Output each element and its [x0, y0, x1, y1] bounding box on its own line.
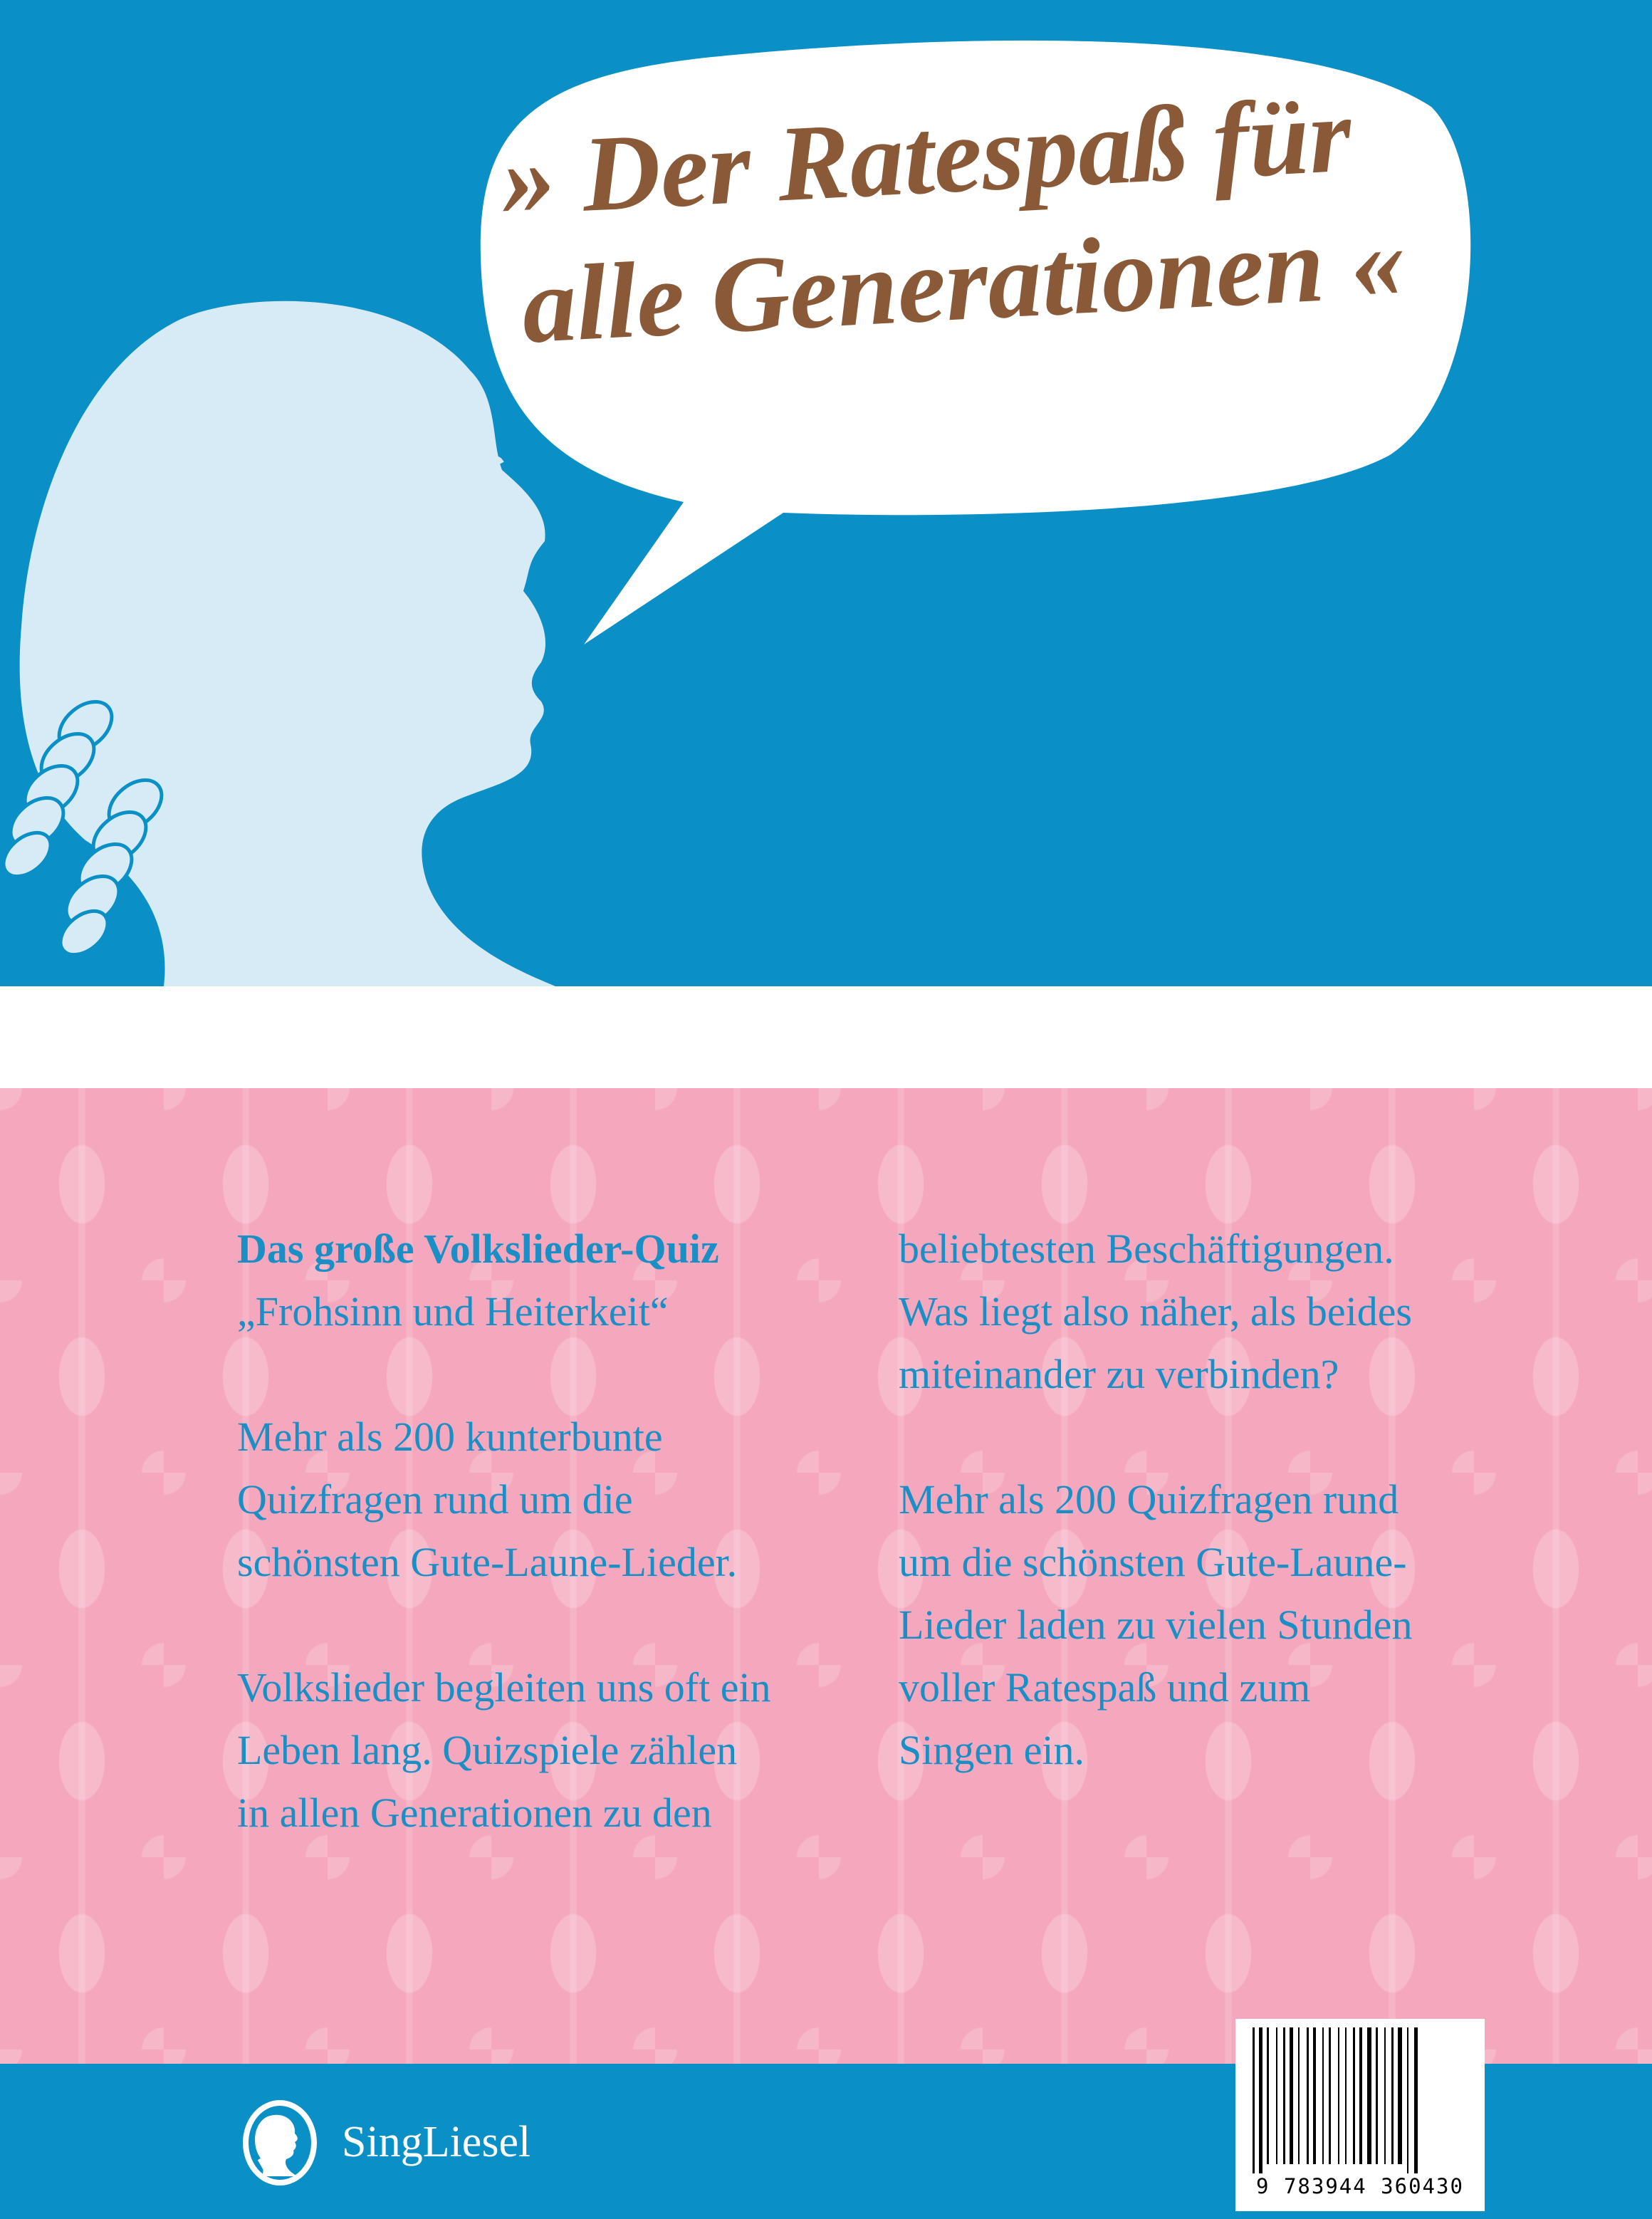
barcode-bar	[1322, 2027, 1324, 2164]
barcode-bar	[1398, 2027, 1402, 2164]
barcode-bar	[1345, 2027, 1347, 2164]
paragraph-line: Volkslieder begleiten uns oft ein	[237, 1664, 771, 1711]
quote-line-1: » Der Ratespaß für	[498, 74, 1354, 239]
barcode-bar	[1376, 2027, 1378, 2164]
text-column-left	[237, 1218, 878, 1844]
barcode-bars	[1250, 2027, 1470, 2173]
text-column-right	[899, 1218, 1539, 1782]
barcode-bar	[1353, 2027, 1355, 2164]
barcode-bar	[1384, 2027, 1386, 2164]
barcode-bar	[1307, 2027, 1309, 2164]
barcode-bar	[1283, 2027, 1285, 2164]
book-subtitle: „Frohsinn und Heiterkeit“	[237, 1288, 669, 1335]
barcode-bar	[1259, 2027, 1262, 2173]
barcode	[1235, 2019, 1485, 2211]
barcode-bar	[1391, 2027, 1394, 2164]
divider-strip	[0, 986, 1652, 1088]
book-title: Das große Volkslieder-Quiz	[237, 1226, 719, 1272]
publisher-name: SingLiesel	[342, 2118, 531, 2166]
woman-silhouette-icon	[234, 2097, 326, 2189]
top-banner	[0, 0, 1652, 986]
barcode-bar	[1298, 2027, 1300, 2164]
paragraph-line: beliebtesten Beschäftigungen.	[899, 1226, 1394, 1272]
quote-line-2: alle Generationen «	[518, 199, 1408, 366]
barcode-bar	[1407, 2027, 1408, 2173]
paragraph-line: Mehr als 200 kunterbunte	[237, 1414, 663, 1460]
paragraph-line: Was liegt also näher, als beides	[899, 1288, 1413, 1335]
isbn-number: 9 783944 360430	[1256, 2174, 1464, 2198]
paragraph-line: um die schönsten Gute-Laune-	[899, 1539, 1407, 1585]
paragraph-line: schönsten Gute-Laune-Lieder.	[237, 1539, 738, 1585]
paragraph-line: miteinander zu verbinden?	[899, 1351, 1339, 1397]
barcode-bar	[1290, 2027, 1293, 2164]
barcode-bar	[1253, 2027, 1255, 2173]
barcode-bar	[1367, 2027, 1371, 2164]
paragraph-line: voller Ratespaß und zum	[899, 1664, 1311, 1711]
paragraph-line: Leben lang. Quizspiele zählen	[237, 1727, 738, 1773]
barcode-bar	[1313, 2027, 1316, 2164]
barcode-bar	[1329, 2027, 1331, 2164]
paragraph-line: Singen ein.	[899, 1727, 1084, 1773]
paragraph-line: Quizfragen rund um die	[237, 1476, 633, 1523]
barcode-bar	[1414, 2027, 1418, 2173]
quote-text	[498, 73, 1506, 366]
barcode-bar	[1338, 2027, 1339, 2164]
barcode-bar	[1276, 2027, 1277, 2164]
barcode-bar	[1267, 2027, 1269, 2164]
paragraph-line: in allen Generationen zu den	[237, 1790, 712, 1836]
paragraph-line: Mehr als 200 Quizfragen rund	[899, 1476, 1399, 1523]
paragraph-line: Lieder laden zu vielen Stunden	[899, 1602, 1413, 1648]
barcode-bar	[1359, 2027, 1362, 2164]
